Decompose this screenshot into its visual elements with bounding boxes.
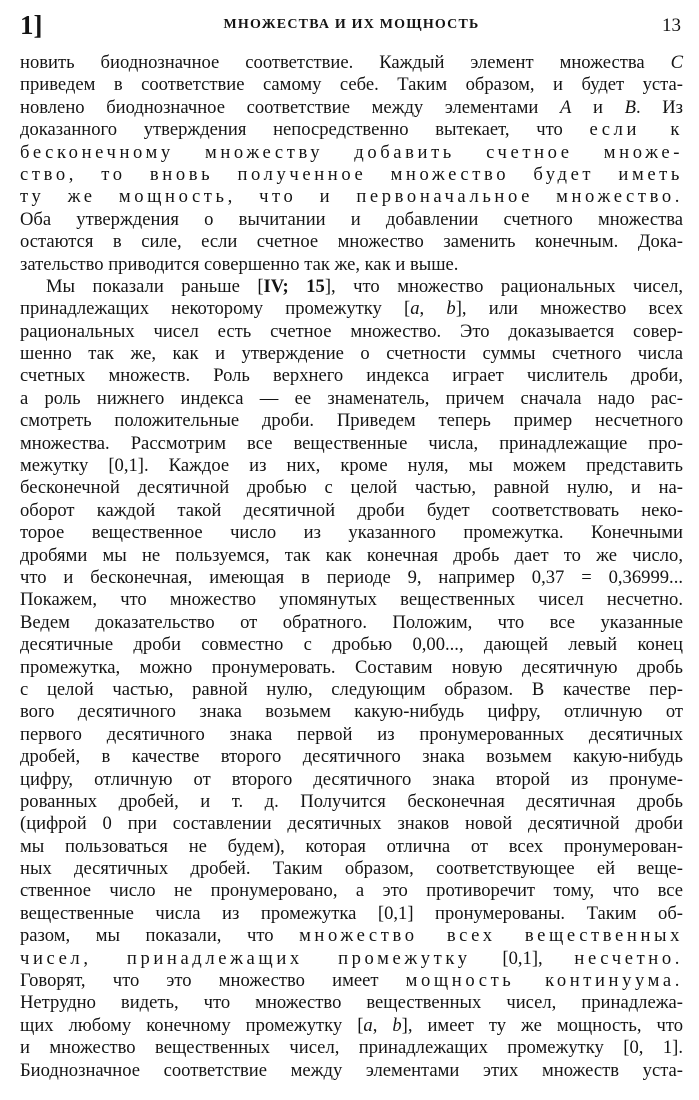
text-line-emphasis: ство, то вновь полученное множество будет иметь [20, 163, 683, 185]
text-line-emphasis: бесконечному множеству добавить счетное множе- [20, 141, 683, 163]
text-line: Говорят, что это множество имеет мощность континуума. [20, 970, 683, 992]
text-line: что и бесконечная, имеющая в периоде 9, например 0,37 = 0,36999... [20, 566, 683, 588]
section-marker: 1] [20, 10, 43, 40]
spaced-emphasis: множество всех вещественных [299, 925, 683, 947]
text-line: Оба утверждения о вычитании и добавлении счетного множества [20, 208, 683, 230]
text-line: бесконечной десятичной дробью с целой частью, равной нулю, и на- [20, 477, 683, 499]
spaced-emphasis: если к [589, 119, 683, 141]
text-line: первого десятичного знака первой из пронумерованных десятичных [20, 723, 683, 745]
text-line: остаются в силе, если счетное множество заменить конечным. Дока- [20, 231, 683, 253]
text-line: цифру, отличную от второго десятичного знака второй из пронуме- [20, 768, 683, 790]
text-line: новлено биоднозначное соответствие между элементами A и B. Из [20, 96, 683, 118]
text-line: зательство приводится совершенно так же, как и выше. [20, 253, 459, 275]
text-line: смотреть положительные дроби. Приведем теперь пример несчетного [20, 410, 683, 432]
text-line: ных десятичных дробей. Таким образом, соответствующее ей веще- [20, 858, 683, 880]
text-line: Биоднозначное соответствие между элементами этих множеств уста- [20, 1059, 683, 1081]
cross-reference: IV; 15 [263, 275, 325, 297]
page-body [20, 52, 683, 1082]
text-line: вещественные числа из промежутка [0,1] пронумерованы. Таким об- [20, 902, 683, 924]
text-line: дробей, в качестве второго десятичного знака возьмем какую-нибудь [20, 746, 683, 768]
text-line: Мы показали раньше [IV; 15], что множество рациональных чисел, [46, 275, 683, 297]
spaced-emphasis: несчетно. [574, 947, 683, 969]
text-line: приведем в соответствие самому себе. Таким образом, и будет уста- [20, 74, 683, 96]
running-title: МНОЖЕСТВА И ИХ МОЩНОСТЬ [223, 17, 480, 32]
text-line: промежутка, можно пронумеровать. Составим новую десятичную дробь [20, 656, 683, 678]
text-line: десятичные дроби совместно с дробью 0,00..., дающей левый конец [20, 634, 683, 656]
text-line: торое вещественное число из указанного промежутка. Конечными [20, 522, 683, 544]
text-line-emphasis: чисел, принадлежащих промежутку [0,1], несчетно. [20, 947, 683, 969]
text-line: рованных дробей, и т. д. Получится бесконечная десятичная дробь [20, 790, 683, 812]
text-line: Ведем доказательство от обратного. Положим, что все указанные [20, 611, 683, 633]
text-line: межутку [0,1]. Каждое из них, кроме нуля, мы можем представить [20, 455, 683, 477]
text-line: вого десятичного знака возьмем какую-нибудь цифру, отличную от [20, 701, 683, 723]
spaced-emphasis: мощность континуума. [405, 970, 683, 992]
running-header [20, 8, 683, 40]
text-line: щих любому конечному промежутку [a, b], имеет ту же мощность, что [20, 1014, 684, 1036]
text-line: шенно так же, как и утверждение о счетности суммы счетного числа [20, 343, 683, 365]
text-line: принадлежащих некоторому промежутку [a, b], или множество всех [20, 298, 683, 320]
text-line: новить биоднозначное соответствие. Каждый элемент множества C [20, 52, 683, 73]
text-line: и множество вещественных чисел, принадлежащих промежутку [0, 1]. [20, 1037, 683, 1059]
text-line: счетных множеств. Роль верхнего индекса играет числитель дроби, [20, 365, 683, 387]
text-line: Покажем, что множество упомянутых вещественных чисел несчетно. [20, 589, 683, 611]
text-line: мы пользоваться не будем), которая отлична от всех пронумерован- [20, 835, 683, 857]
text-line: ственное число не пронумеровано, а это противоречит тому, что все [20, 880, 683, 902]
text-line: дробями мы не пользуемся, так как конечная дробь дает то же число, [20, 544, 683, 566]
text-line: множества. Рассмотрим все вещественные числа, принадлежащие про- [20, 432, 683, 454]
text-line: рациональных чисел есть счетное множество. Это доказывается совер- [20, 320, 683, 342]
text-line: а роль нижнего индекса — ее знаменатель, причем сначала надо рас- [20, 387, 683, 409]
page-number: 13 [662, 15, 681, 36]
text-line: доказанного утверждения непосредственно вытекает, что если к [20, 119, 683, 141]
text-line: разом, мы показали, что множество всех вещественных [20, 925, 683, 947]
text-line: (цифрой 0 при составлении десятичных знаков новой десятичной дроби [20, 813, 683, 835]
spaced-emphasis: чисел, принадлежащих промежутку [20, 947, 471, 969]
text-line: Нетрудно видеть, что множество вещественных чисел, принадлежа- [20, 992, 683, 1014]
text-line: оборот каждой такой десятичной дроби будет соответствовать неко- [20, 499, 683, 521]
text-line-emphasis: ту же мощность, что и первоначальное множество. [20, 186, 683, 208]
text-line: с целой частью, равной нулю, следующим образом. В качестве пер- [20, 678, 683, 700]
